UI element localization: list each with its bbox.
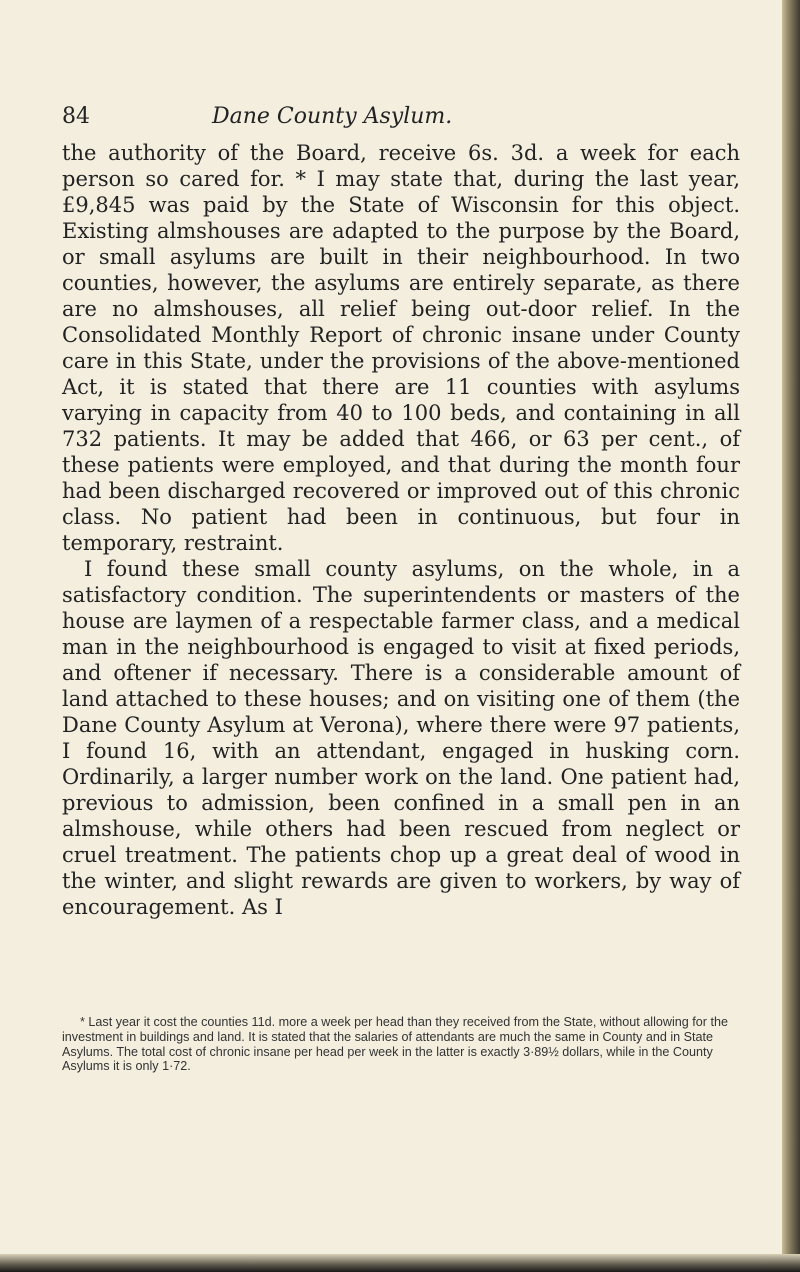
paragraph-1: the authority of the Board, receive 6s. 3d. a week for each person so cared for. * I may state that, during the last year, £9,845 was paid by the State of Wisconsin for this object. Existing almshouses are adapted to the purpose by the Board, or small asylums are built in their neighbourhood. In two counties, however, the asylums are entirely separate, as there are no almshouses, all relief being out-door relief. In the Consolidated Monthly Report of chronic insane under County care in this State, under the provisions of the above-mentioned Act, it is stated that there are 11 counties with asylums varying in capacity from 40 to 100 beds, and containing in all 732 patients. It may be added that 466, or 63 per cent., of these patients were employed, and that during the month four had been discharged recovered or improved out of this chronic class. No patient had been in continuous, but four in temporary, restraint. xyxy=(62,141,740,555)
page-number: 84 xyxy=(62,104,90,129)
page-header xyxy=(62,104,738,134)
footnote xyxy=(62,1015,740,1074)
body-text xyxy=(62,140,740,920)
page-bottom-edge xyxy=(0,1254,800,1272)
paragraph-2: I found these small county asylums, on the whole, in a satisfactory condition. The superintendents or masters of the house are laymen of a respectable farmer class, and a medical man in the neighbourhood is engaged to visit at fixed periods, and oftener if necessary. There is a considerable amount of land attached to these houses; and on visiting one of them (the Dane County Asylum at Verona), where there were 97 patients, I found 16, with an attendant, engaged in husking corn. Ordinarily, a larger number work on the land. One patient had, previous to admission, been confined in a small pen in an almshouse, while others had been rescued from neglect or cruel treatment. The patients chop up a great deal of wood in the winter, and slight rewards are given to workers, by way of encouragement. As I xyxy=(62,557,740,919)
footnote-text: * Last year it cost the counties 11d. more a week per head than they received from the State, without allowing for the investment in buildings and land. It is stated that the salaries of attendants are much the same in County and in State Asylums. The total cost of chronic insane per head per week in the latter is exactly 3·89½ dollars, while in the County Asylums it is only 1·72. xyxy=(62,1015,729,1074)
book-gutter xyxy=(782,0,800,1272)
running-title: Dane County Asylum. xyxy=(212,104,453,129)
